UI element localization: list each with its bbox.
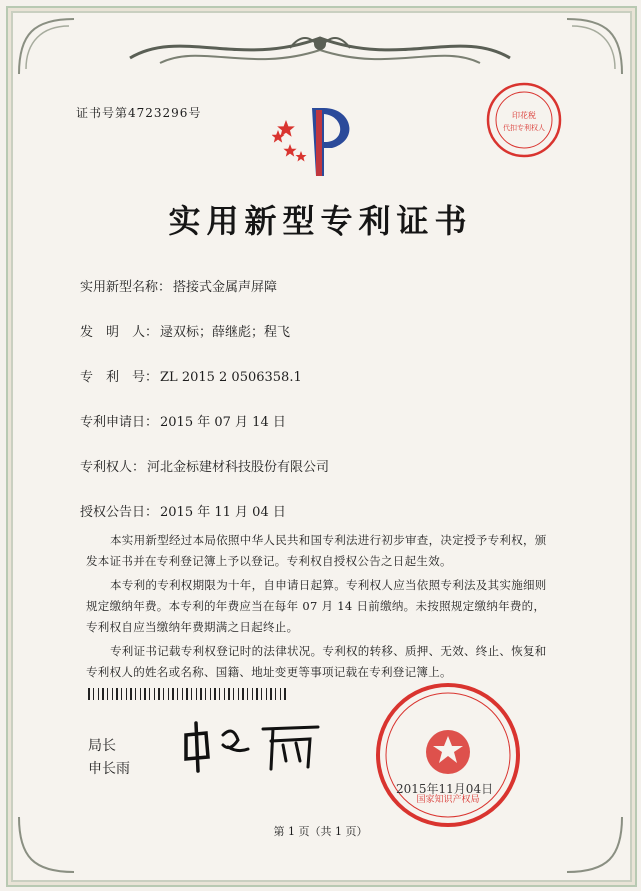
director-name: 申长雨: [88, 761, 130, 777]
field-value: ZL 2015 2 0506358.1: [160, 370, 302, 385]
corner-ornament-br: [557, 807, 627, 877]
field-value: 逯双标；薛继彪；程飞: [160, 325, 291, 340]
svg-text:国家知识产权局: 国家知识产权局: [416, 795, 480, 805]
field-label: 发 明 人：: [80, 325, 159, 340]
svg-text:印花税: 印花税: [512, 111, 536, 120]
certificate-number: 证书号第4723296号: [76, 106, 202, 120]
seal-date: 2015年11月04日: [396, 782, 494, 796]
field-label: 授权公告日：: [80, 505, 159, 520]
field-row-application-date: [80, 411, 286, 430]
field-label: 专利申请日：: [80, 415, 159, 430]
field-label: 专 利 号：: [80, 370, 159, 385]
body-paragraph-3: 专利证书记载专利权登记时的法律状况。专利权的转移、质押、无效、终止、恢复和专利权人的姓名或名称、国籍、地址变更等事项记载在专利登记簿上。: [86, 644, 547, 679]
field-value: 搭接式金属声屏障: [173, 280, 278, 295]
corner-ornament-tr: [557, 14, 627, 84]
corner-ornament-bl: [14, 807, 84, 877]
corner-ornament-tl: [14, 14, 84, 84]
field-label: 专利权人：: [80, 460, 146, 475]
director-signature: [178, 715, 328, 775]
field-row-grant-date: [80, 501, 286, 520]
tax-stamp: [484, 80, 564, 160]
svg-text:代扣专利权人: 代扣专利权人: [503, 124, 545, 132]
field-row-patentee: [80, 456, 329, 475]
field-label: 实用新型名称：: [80, 280, 172, 295]
body-paragraph-1: 本实用新型经过本局依照中华人民共和国专利法进行初步审查，决定授予专利权，颁发本证书并在专利登记簿上予以登记。专利权自授权公告之日起生效。: [86, 533, 547, 568]
body-paragraph-2: 本专利的专利权期限为十年，自申请日起算。专利权人应当依照专利法及其实施细则规定缴纳年费。本专利的年费应当在每年 07 月 14 日前缴纳。未按照规定缴纳年费的，专利权自应当缴纳年费期满之日起终止。: [86, 578, 547, 634]
top-ornament: [120, 18, 520, 78]
field-value: 2015 年 07 月 14 日: [160, 415, 286, 430]
field-value: 2015 年 11 月 04 日: [160, 505, 286, 520]
field-value: 河北金标建材科技股份有限公司: [147, 460, 330, 475]
certificate-title: 实用新型专利证书: [168, 202, 473, 240]
patent-office-logo: [272, 100, 372, 180]
field-row-patent-number: [80, 366, 302, 385]
director-title: 局长: [88, 738, 116, 754]
field-row-name: [80, 276, 277, 295]
field-row-inventors: [80, 321, 290, 340]
page-number: 第 1 页（共 1 页）: [273, 825, 368, 838]
barcode: [88, 688, 288, 700]
official-seal: [373, 680, 523, 830]
